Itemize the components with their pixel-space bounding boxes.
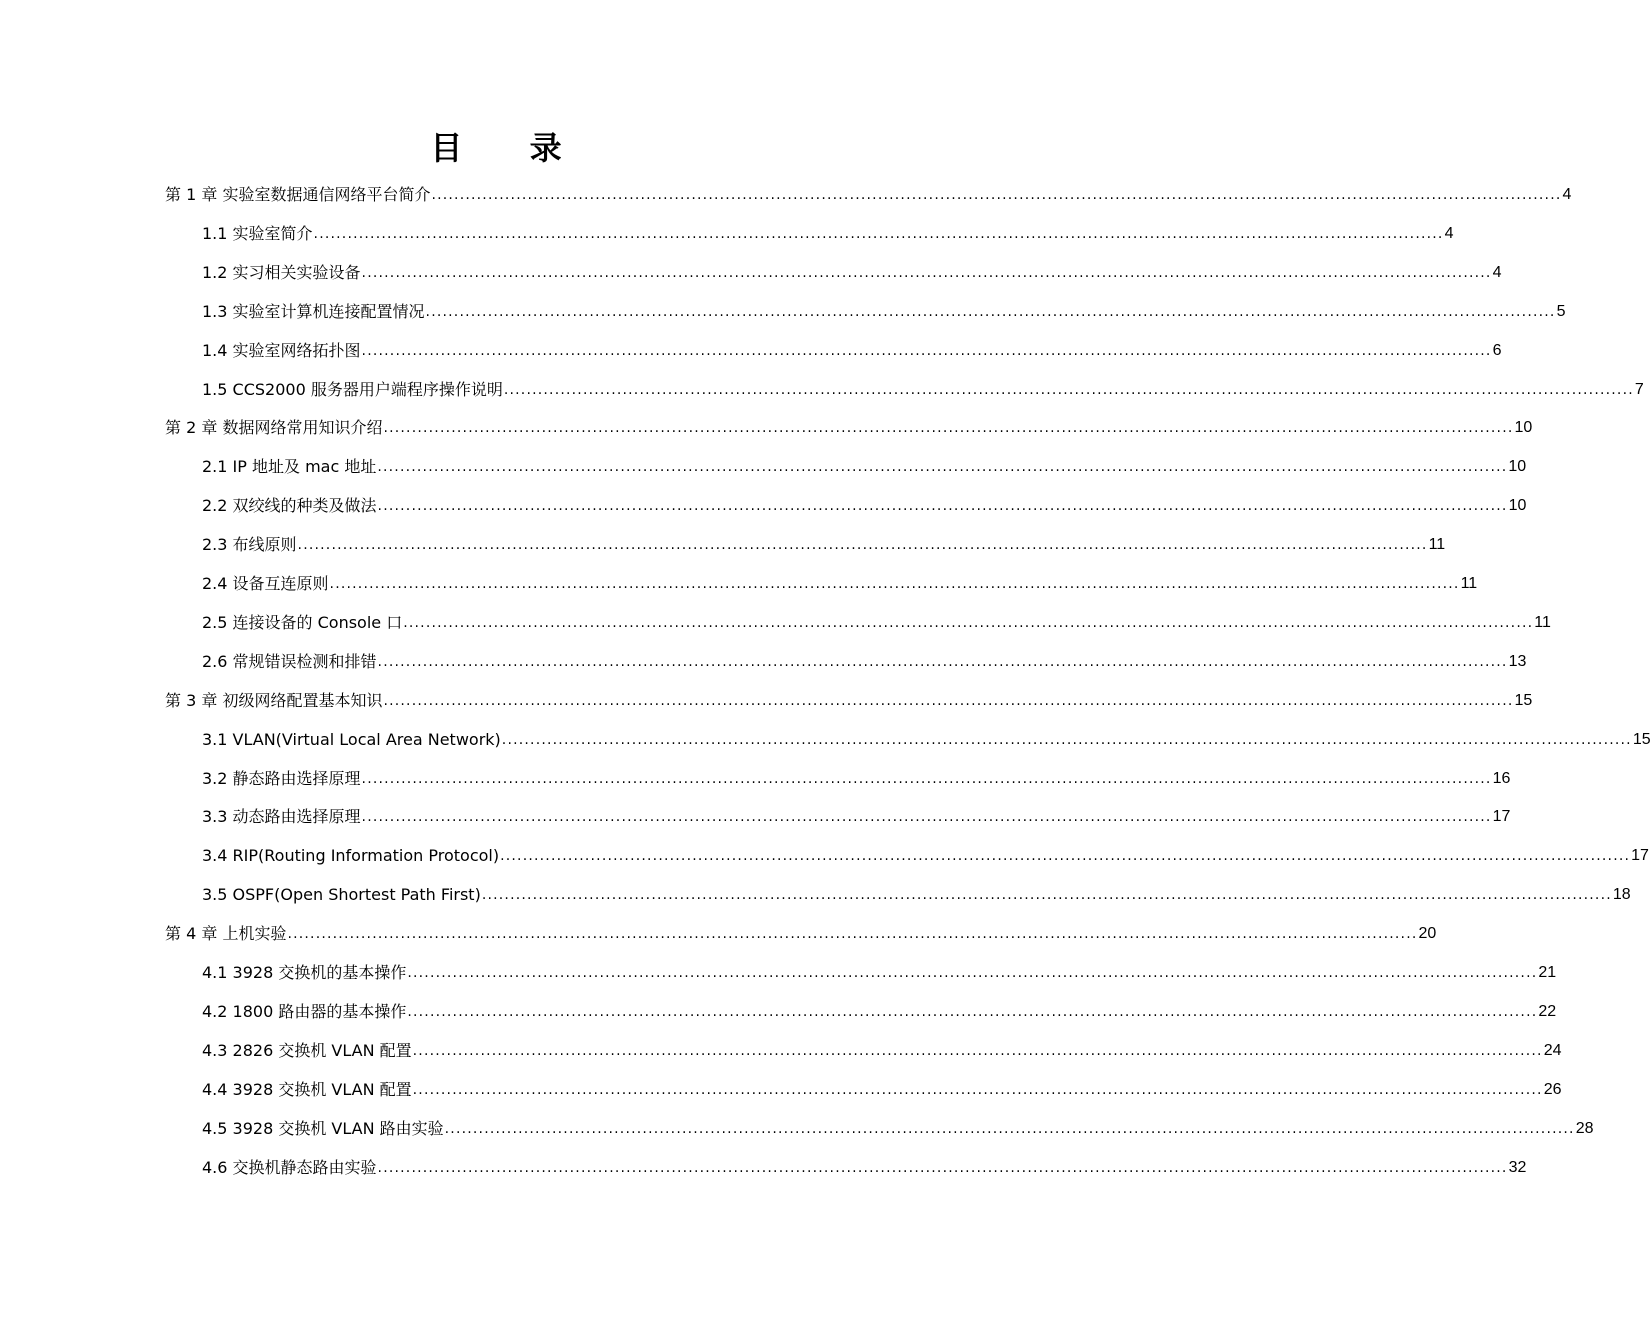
- toc-entry[interactable]: [202, 254, 1502, 284]
- toc-entry[interactable]: [202, 215, 1454, 245]
- toc-entry[interactable]: [202, 993, 1557, 1023]
- toc-entry-label: 4.6 交换机静态路由实验: [202, 1157, 377, 1177]
- toc-entry-page-number: 13: [1508, 652, 1527, 670]
- toc-entry-page-number: 24: [1543, 1041, 1562, 1059]
- toc-dot-leader: ........................................................................................................................................................................................................: [287, 926, 1418, 943]
- toc-entry-page-number: 18: [1612, 886, 1631, 904]
- toc-entry-page-number: 11: [1460, 575, 1478, 592]
- toc-entry-page-number: 20: [1418, 925, 1437, 943]
- toc-entry[interactable]: [202, 487, 1527, 517]
- toc-entry[interactable]: [202, 643, 1527, 673]
- toc-entry[interactable]: [165, 682, 1533, 712]
- toc-entry-label: 3.4 RIP(Routing Information Protocol): [202, 846, 500, 866]
- toc-entry-page-number: 11: [1428, 536, 1446, 554]
- toc-entry[interactable]: [202, 1110, 1594, 1140]
- toc-entry-page-number: 21: [1538, 964, 1557, 981]
- toc-entry-page-number: 7: [1634, 380, 1644, 398]
- toc-dot-leader: ........................................................................................................................................................................................................: [383, 692, 1514, 709]
- toc-dot-leader: ........................................................................................................................................................................................................: [377, 1159, 1508, 1176]
- toc-dot-leader: ........................................................................................................................................................................................................: [383, 420, 1514, 437]
- toc-entry[interactable]: [202, 332, 1502, 362]
- toc-dot-leader: ........................................................................................................................................................................................................: [500, 848, 1631, 865]
- toc-dot-leader: ........................................................................................................................................................................................................: [425, 303, 1556, 320]
- toc-entry-label: 1.3 实验室计算机连接配置情况: [202, 301, 425, 321]
- toc-entry-label: 1.2 实习相关实验设备: [202, 262, 361, 282]
- toc-entry[interactable]: [202, 293, 1566, 323]
- toc-dot-leader: ........................................................................................................................................................................................................: [377, 459, 1508, 476]
- toc-entry-page-number: 4: [1492, 263, 1502, 281]
- toc-entry-page-number: 10: [1508, 497, 1527, 515]
- toc-dot-leader: ........................................................................................................................................................................................................: [297, 537, 1428, 554]
- toc-dot-leader: ........................................................................................................................................................................................................: [377, 498, 1508, 515]
- toc-entry[interactable]: [202, 721, 1651, 751]
- toc-dot-leader: ........................................................................................................................................................................................................: [377, 653, 1508, 670]
- toc-entry-page-number: 6: [1492, 341, 1502, 359]
- page-title: 目 录: [430, 129, 590, 167]
- toc-entry-page-number: 15: [1514, 691, 1533, 709]
- toc-entry-label: 2.4 设备互连原则: [202, 574, 329, 593]
- toc-entry-label: 第 2 章 数据网络常用知识介绍: [165, 418, 383, 438]
- toc-entry-label: 1.5 CCS2000 服务器用户端程序操作说明: [202, 379, 503, 399]
- toc-dot-leader: ........................................................................................................................................................................................................: [444, 1120, 1575, 1137]
- toc-entry-label: 2.2 双绞线的种类及做法: [202, 496, 377, 516]
- toc-dot-leader: ........................................................................................................................................................................................................: [407, 1003, 1538, 1020]
- toc-entry-label: 4.5 3928 交换机 VLAN 路由实验: [202, 1118, 444, 1138]
- toc-dot-leader: ........................................................................................................................................................................................................: [361, 809, 1492, 826]
- toc-entry-label: 1.4 实验室网络拓扑图: [202, 340, 361, 360]
- toc-entry-page-number: 17: [1631, 847, 1649, 865]
- toc-entry[interactable]: [202, 526, 1446, 556]
- toc-entry-label: 3.3 动态路由选择原理: [202, 807, 361, 827]
- toc-dot-leader: ........................................................................................................................................................................................................: [431, 187, 1562, 203]
- toc-entry-page-number: 10: [1514, 419, 1533, 437]
- toc-dot-leader: ........................................................................................................................................................................................................: [403, 614, 1534, 631]
- toc-entry[interactable]: [202, 837, 1649, 867]
- toc-entry[interactable]: [202, 565, 1478, 595]
- toc-entry-page-number: 32: [1508, 1158, 1527, 1176]
- toc-entry[interactable]: [202, 604, 1551, 634]
- toc-entry[interactable]: [202, 448, 1527, 478]
- toc-entry[interactable]: [202, 954, 1557, 984]
- toc-entry[interactable]: [202, 371, 1644, 401]
- toc-dot-leader: ........................................................................................................................................................................................................: [503, 381, 1634, 398]
- toc-entry-label: 1.1 实验室简介: [202, 223, 313, 243]
- toc-entry-page-number: 4: [1444, 224, 1454, 242]
- toc-entry-label: 4.3 2826 交换机 VLAN 配置: [202, 1040, 412, 1060]
- toc-entry[interactable]: [165, 176, 1572, 206]
- toc-dot-leader: ........................................................................................................................................................................................................: [407, 965, 1538, 981]
- toc-entry-page-number: 17: [1492, 808, 1511, 826]
- toc-entry[interactable]: [202, 876, 1631, 906]
- toc-entry-page-number: 4: [1562, 186, 1572, 203]
- toc-entry[interactable]: [202, 1032, 1562, 1062]
- toc-dot-leader: ........................................................................................................................................................................................................: [329, 576, 1460, 592]
- toc-dot-leader: ........................................................................................................................................................................................................: [412, 1042, 1543, 1059]
- toc-entry-label: 3.2 静态路由选择原理: [202, 768, 361, 788]
- toc-entry-page-number: 16: [1492, 769, 1511, 787]
- toc-entry-label: 2.6 常规错误检测和排错: [202, 651, 377, 671]
- toc-entry[interactable]: [202, 1149, 1527, 1179]
- toc-entry-page-number: 5: [1556, 302, 1566, 320]
- toc-entry-label: 3.1 VLAN(Virtual Local Area Network): [202, 729, 501, 749]
- toc-dot-leader: ........................................................................................................................................................................................................: [361, 264, 1492, 281]
- toc-dot-leader: ........................................................................................................................................................................................................: [313, 225, 1444, 242]
- toc-entry[interactable]: [202, 760, 1511, 790]
- toc-dot-leader: ........................................................................................................................................................................................................: [501, 731, 1632, 748]
- toc-entry-label: 2.5 连接设备的 Console 口: [202, 612, 403, 632]
- toc-entry-page-number: 11: [1534, 613, 1551, 631]
- toc-entry-page-number: 22: [1538, 1002, 1557, 1020]
- toc-entry-label: 第 4 章 上机实验: [165, 924, 287, 944]
- toc-entry[interactable]: [202, 1071, 1562, 1101]
- toc-dot-leader: ........................................................................................................................................................................................................: [361, 770, 1492, 787]
- toc-entry[interactable]: [165, 915, 1437, 945]
- toc-entry-label: 第 1 章 实验室数据通信网络平台简介: [165, 185, 431, 204]
- toc-entry-page-number: 15: [1632, 730, 1651, 748]
- toc-entry-label: 2.3 布线原则: [202, 535, 297, 555]
- toc-entry-page-number: 28: [1575, 1119, 1594, 1137]
- toc-dot-leader: ........................................................................................................................................................................................................: [361, 342, 1492, 359]
- toc-entry-label: 4.1 3928 交换机的基本操作: [202, 963, 407, 982]
- toc-entry-label: 第 3 章 初级网络配置基本知识: [165, 690, 383, 710]
- toc-entry[interactable]: [202, 798, 1511, 828]
- toc-dot-leader: ........................................................................................................................................................................................................: [481, 887, 1612, 904]
- toc-entry-label: 2.1 IP 地址及 mac 地址: [202, 457, 377, 477]
- toc-entry-label: 4.2 1800 路由器的基本操作: [202, 1001, 407, 1021]
- toc-dot-leader: ........................................................................................................................................................................................................: [412, 1081, 1543, 1098]
- toc-entry-page-number: 10: [1508, 458, 1527, 476]
- toc-entry-label: 3.5 OSPF(Open Shortest Path First): [202, 885, 481, 905]
- toc-entry-label: 4.4 3928 交换机 VLAN 配置: [202, 1079, 412, 1099]
- toc-entry[interactable]: [165, 409, 1533, 439]
- toc-entry-page-number: 26: [1543, 1080, 1562, 1098]
